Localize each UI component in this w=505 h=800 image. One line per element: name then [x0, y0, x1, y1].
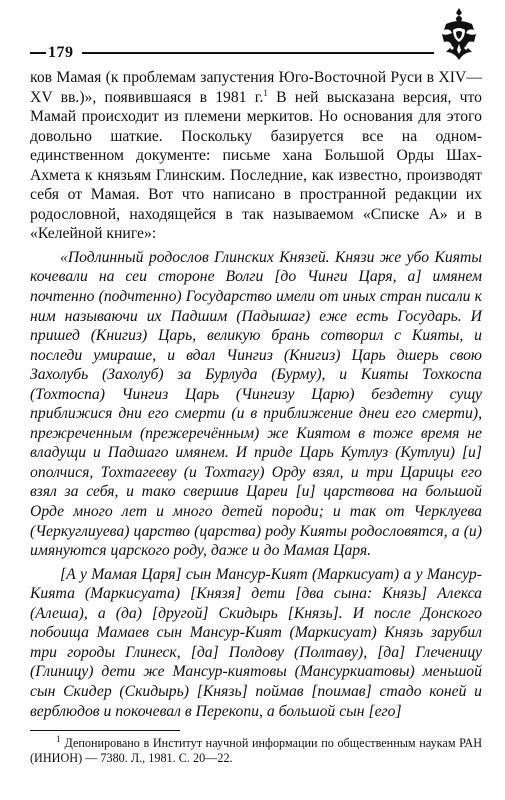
- header-rule-left: [30, 52, 46, 54]
- footnote-separator: [30, 730, 180, 731]
- page-number: 179: [48, 44, 74, 61]
- footnote-mark: 1: [56, 733, 61, 744]
- quotation-paragraph-1: «Подлинный родослов Глинских Князей. Князи же убо Кияты кочевали на сеи стороне Волги [до Чинги Царя, а] имянем почтенно (подчтенно) Государство имели от иных стран писали к ним называючи их Падшим (Падышаг) еже есть Государь. И пришед (Книгиз) Царь, великую брань сотворил с Кияты, и последи умираше, и вдал Чингиз (Книгиз) Царь дшерь свою Захолубь (Захолуб) за Бурлуда (Бурму), и Кияты Тохкоспа (Тохтоспа) Чингиз Царь (Чингизу Царю) бездетну сущу приближися дни его смерти (и в приближение днеи его смерти), прежреченным (прежеречённым) же Киятом в тоже время не владущи и Падшаго имянем. И приде Царь Кутлуз (Кутлуи) [и] ополчися, Тохтагееву (и Тохтагу) Орду взял, и три Царицы его взял за себя, и тако свершив Цареи [и] царствова на большой Орде много лет и много детей породи; и так от Черклуева (Черкуглиуева) царство (царства) роду Кияты родословятся, а (и) имянуются царского роду, даже и до Мамая Царя.: [30, 248, 482, 560]
- paragraph-text-part1: ков Мамая (к проблемам запустения Юго-Восточной Руси в XIV—XV вв.)», появившаяся в 1981 г.: [30, 69, 482, 106]
- quotation-paragraph-2: [А у Мамая Царя] сын Мансур-Кият (Маркисуат) а у Мансур-Кията (Маркисуата) [Князя] дети [два сына: Князь] Алекса (Алеша), а (да) [другой] Скидырь [Князь]. И после Донского побоища Мамаев сын Мансур-Кият (Маркисуат) Князь зарубил три городы Глинеск, [да] Полдову (Полтаву), [да] Глеченицу (Глиницу) дети же Мансур-киятовы (Мансуркиатовы) меньшой сын Скидер (Скидырь) [Князь] поймав [поимав] стадо коней и верблюдов и покочевал в Перекопи, а большой сын [его]: [30, 565, 482, 720]
- header-rule: [82, 52, 434, 54]
- footnote-reference: 1: [263, 87, 268, 98]
- main-text: [30, 68, 482, 721]
- paragraph-text-part2: В ней высказана версия, что Мамай происходит из племени меркитов. Но основания для этого довольно шаткие. Поскольку базируется все на одном-единственном документе: письме хана Большой Орды Шах-Ахмета к князьям Глинским. Последние, как известно, производят себя от Мамая. Вот что написано в пространной редакции их родословной, находящейся в так называемом «Списке А» и в «Келейной книге»:: [30, 88, 482, 243]
- footnote: [30, 733, 482, 766]
- ornament-emblem-icon: [438, 6, 480, 64]
- paragraph-continuation: [30, 68, 482, 244]
- footnote-text: Депонировано в Институт научной информации по общественным наукам РАН (ИНИОН) — 7380. Л., 1981. С. 20—22.: [30, 736, 482, 765]
